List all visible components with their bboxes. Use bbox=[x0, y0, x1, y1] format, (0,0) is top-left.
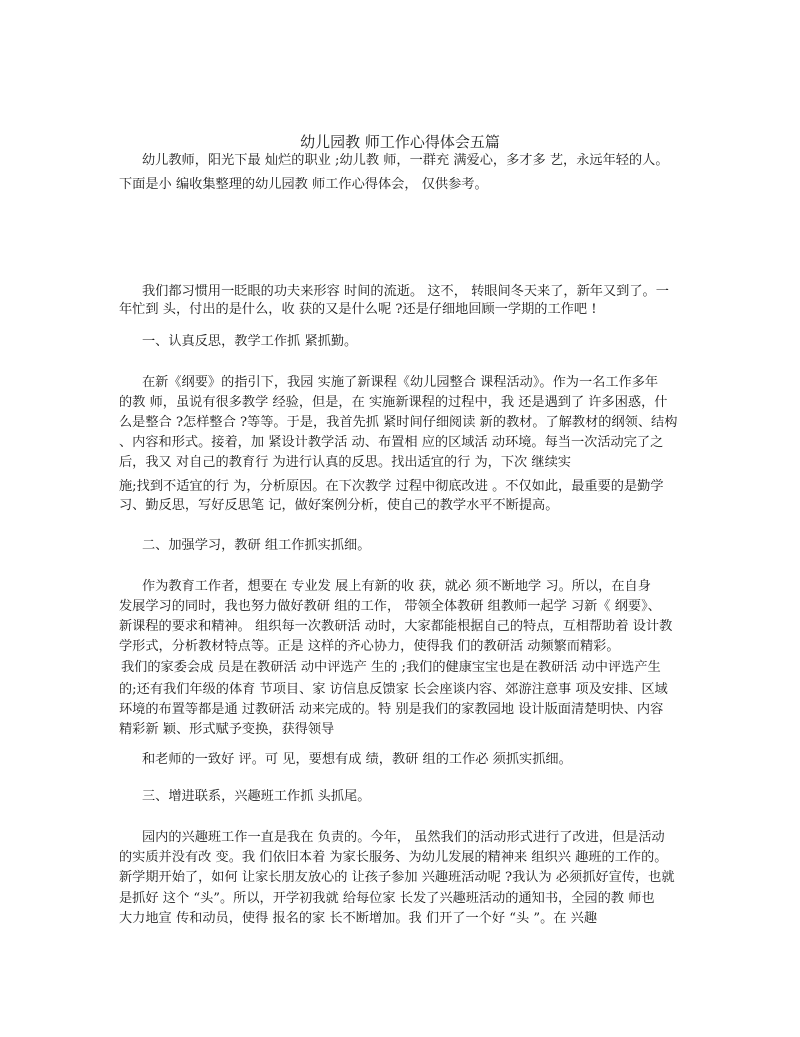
section-heading: 一、认真反思，教学工作抓 紧抓勤。 bbox=[142, 334, 358, 349]
paragraph-line: 习、勤反思，写好反思笔 记，做好案例分析，使自己的教学水平不断提高。 bbox=[119, 498, 559, 513]
paragraph-line: 大力地宣 传和动员，使得 报名的家 长不断增加。我 们开了一个好 “头 ”。在 兴趣 bbox=[119, 911, 598, 926]
paragraph-line: 学形式，分析教材特点等。正是 这样的齐心协力，使得我 们的教研活 动频繁而精彩。 bbox=[119, 639, 620, 654]
document-title: 幼儿园教 师工作心得体会五篇 bbox=[300, 133, 500, 151]
paragraph-line: 新课程的要求和精神。 组织每一次教研活 动时，大家都能根据自己的特点，互相帮助着 设计教 bbox=[119, 619, 673, 634]
paragraph-line: 园内的兴趣班工作一直是我在 负责的。今年， 虽然我们的活动形式进行了改进，但是活动 bbox=[142, 830, 665, 845]
paragraph-line: 么是整合 ?怎样整合 ?等等。于是，我首先抓 紧时间仔细阅读 新的教材。了解教材的纲领、结构 bbox=[119, 415, 678, 430]
section-heading: 二、加强学习，教研 组工作抓实抓细。 bbox=[142, 538, 371, 553]
paragraph-line: 我们的家委会成 员是在教研活 动中评选产 生的 ;我们的健康宝宝也是在教研活 动中评选产生 bbox=[121, 660, 661, 675]
paragraph-line: 是抓好 这个 “头”。所以，开学初我就 给每位家 长发了兴趣班活动的通知书，全园的教 师也 bbox=[119, 891, 655, 906]
paragraph-line: 环境的布置等都是通 过教研活 动来完成的。特 别是我们的家教园地 设计版面清楚明快、内容 bbox=[119, 702, 664, 717]
paragraph-line: 的教 师，虽说有很多教学 经验，但是，在 实施新课程的过程中，我 还是遇到了 许多困惑，什 bbox=[119, 395, 668, 410]
paragraph-line: 、内容和形式。接着，加 紧设计教学活 动、布置相 应的区域活 动环境。每当一次活动完了之 bbox=[119, 435, 664, 450]
intro-line: 幼儿教师，阳光下最 灿烂的职业 ;幼儿教 师，一群充 满爱心，多才多 艺，永远年轻的人。 bbox=[142, 153, 669, 168]
paragraph-line: 精彩新 颖、形式赋予变换，获得领导 bbox=[119, 722, 335, 737]
paragraph-line: 的;还有我们年级的体育 节项目、家 访信息反馈家 长会座谈内容、郊游注意事 项及安排、区域 bbox=[119, 682, 668, 697]
opening-line: 年忙到 头，付出的是什么，收 获的又是什么呢 ?还是仔细地回顾一学期的工作吧 ! bbox=[119, 302, 597, 317]
paragraph-line: 发展学习的同时，我也努力做好教研 组的工作， 带领全体教研 组教师一起学 习新《 纲要》、 bbox=[119, 599, 661, 614]
paragraph-line: 作为教育工作者，想要在 专业发 展上有新的收 获，就必 须不断地学 习。所以，在自身 bbox=[142, 579, 651, 594]
paragraph-line: 在新《纲要》的指引下，我园 实施了新课程《幼儿园整合 课程活动》。作为一名工作多年 bbox=[142, 375, 659, 390]
paragraph-line: 施;找到不适宜的行 为，分析原因。在下次教学 过程中彻底改进 。不仅如此，最重要的是勤学 bbox=[119, 479, 664, 494]
paragraph-line: 新学期开始了，如何 让家长朋友放心的 让孩子参加 兴趣班活动呢 ?我认为 必须抓好宣传，也就 bbox=[119, 870, 675, 885]
opening-line: 我们都习惯用一眨眼的功夫来形容 时间的流逝。 这不， 转眼间冬天来了，新年又到了。一 bbox=[142, 284, 669, 299]
paragraph-line: 的实质并没有改 变。我 们依旧本着 为家长服务、为幼儿发展的精神来 组织兴 趣班的工作的。 bbox=[119, 850, 668, 865]
paragraph-line: 和老师的一致好 评。可 见，要想有成 绩，教研 组的工作必 须抓实抓细。 bbox=[142, 752, 572, 767]
paragraph-line: 后，我又 对自己的教育行 为进行认真的反思。找出适宜的行 为，下次 继续实 bbox=[119, 455, 571, 470]
section-heading: 三、增进联系，兴趣班工作抓 头抓尾。 bbox=[142, 789, 371, 804]
intro-line: 下面是小 编收集整理的幼儿园教 师工作心得体会， 仅供参考。 bbox=[119, 177, 488, 192]
